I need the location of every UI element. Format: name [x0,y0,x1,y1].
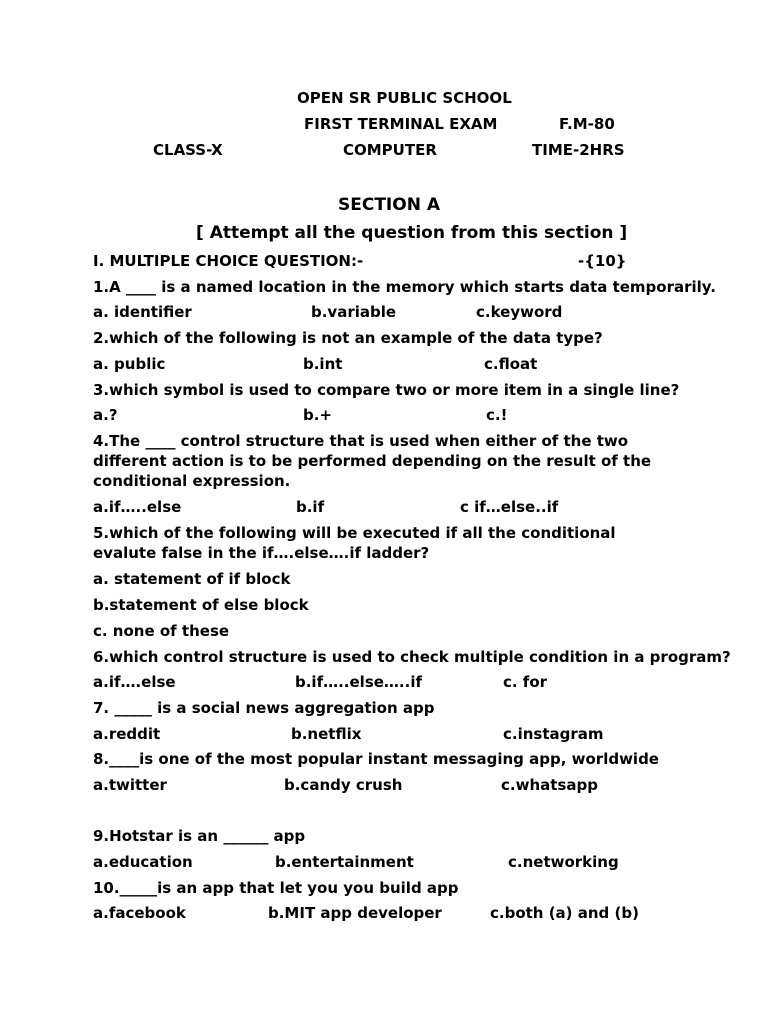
q6-option-c: c. for [503,673,548,691]
mcq-heading: I. MULTIPLE CHOICE QUESTION:- [93,252,364,270]
q8-option-a: a.twitter [93,776,167,794]
q10-option-a: a.facebook [93,904,186,922]
q4-option-a: a.if…..else [93,498,182,516]
q1-option-c: c.keyword [476,303,563,321]
q10-option-c: c.both (a) and (b) [490,904,639,922]
question-2: 2.which of the following is not an example of the data type? [93,329,603,347]
q9-option-a: a.education [93,853,193,871]
question-6: 6.which control structure is used to check multiple condition in a program? [93,648,731,666]
question-3: 3.which symbol is used to compare two or more item in a single line? [93,381,680,399]
subject-label: COMPUTER [343,141,437,159]
q1-option-b: b.variable [311,303,397,321]
q2-option-b: b.int [303,355,343,373]
section-instruction: [ Attempt all the question from this section ] [196,223,628,243]
q7-option-b: b.netflix [291,725,362,743]
q9-option-c: c.networking [508,853,619,871]
q5-option-a: a. statement of if block [93,570,291,588]
school-name: OPEN SR PUBLIC SCHOOL [297,89,512,107]
question-8: 8.____is one of the most popular instant messaging app, worldwide [93,750,659,768]
q3-option-c: c.! [486,406,508,424]
full-marks: F.M-80 [559,115,615,133]
mcq-marks: -{10} [578,252,627,270]
section-title: SECTION A [338,195,441,215]
q3-option-b: b.+ [303,406,333,424]
question-1: 1.A ____ is a named location in the memory which starts data temporarily. [93,278,716,296]
q6-option-b: b.if…..else…..if [295,673,422,691]
q8-option-c: c.whatsapp [501,776,598,794]
q7-option-a: a.reddit [93,725,161,743]
q1-option-a: a. identifier [93,303,192,321]
q8-option-b: b.candy crush [284,776,403,794]
q4-option-c: c if…else..if [460,498,559,516]
question-4: 4.The ____ control structure that is used when either of the two different action is to be performed depending on the result of the conditional expression. [93,432,652,490]
q5-option-c: c. none of these [93,622,230,640]
q2-option-c: c.float [484,355,538,373]
q6-option-a: a.if….else [93,673,176,691]
q9-option-b: b.entertainment [275,853,414,871]
question-9: 9.Hotstar is an ______ app [93,827,306,845]
q3-option-a: a.? [93,406,118,424]
exam-title: FIRST TERMINAL EXAM [304,115,498,133]
q10-option-b: b.MIT app developer [268,904,442,922]
question-5: 5.which of the following will be executed if all the conditional evalute false in the if….else….if ladder? [93,524,616,562]
time-label: TIME-2HRS [532,141,625,159]
question-10: 10._____is an app that let you you build app [93,879,459,897]
question-7: 7. _____ is a social news aggregation app [93,699,435,717]
q4-option-b: b.if [296,498,325,516]
q7-option-c: c.instagram [503,725,604,743]
q5-option-b: b.statement of else block [93,596,309,614]
q2-option-a: a. public [93,355,166,373]
class-label: CLASS-X [153,141,223,159]
